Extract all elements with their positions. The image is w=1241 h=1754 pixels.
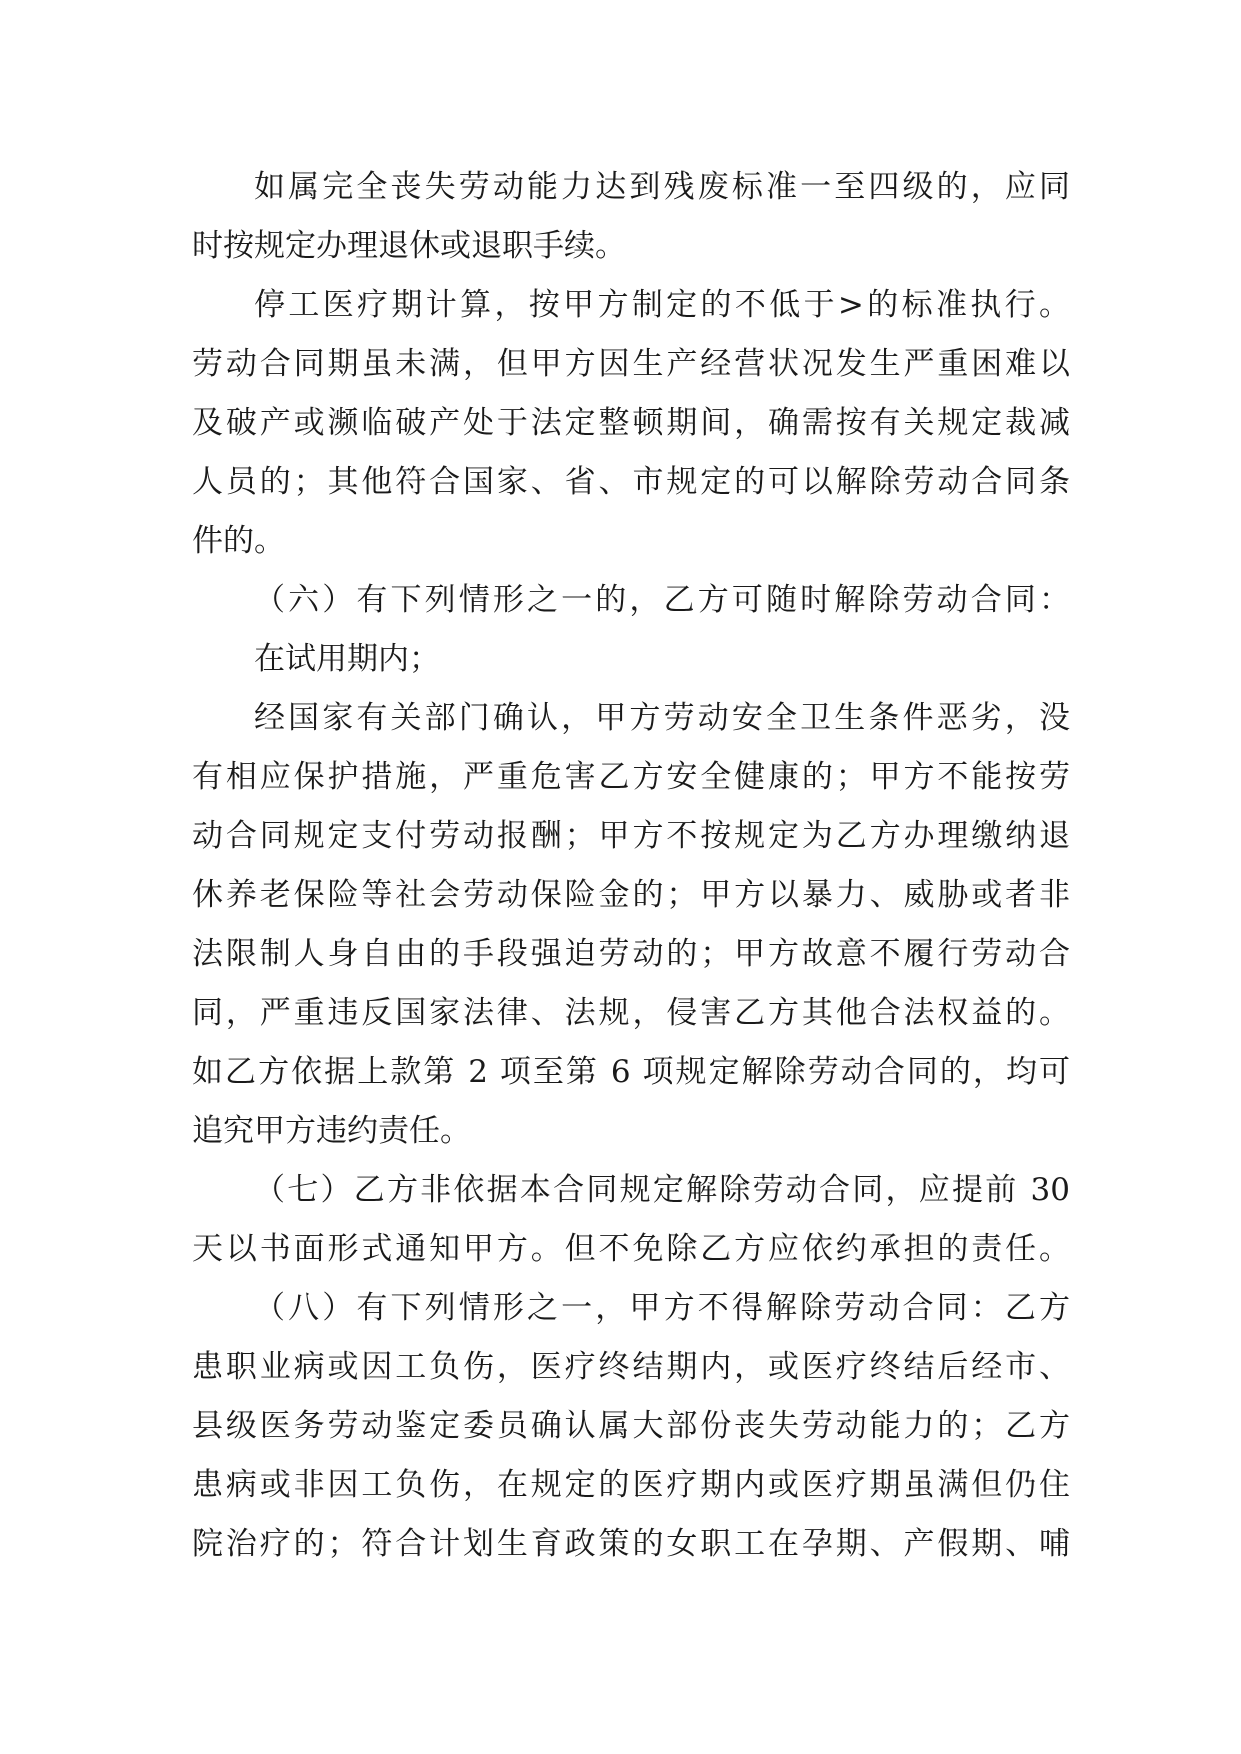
- text-line: 时按规定办理退休或退职手续。: [192, 228, 626, 264]
- text-line: 患职业病或因工负伤，医疗终结期内，或医疗终结后经市、: [192, 1349, 1070, 1385]
- text-line: 劳动合同期虽未满，但甲方因生产经营状况发生严重困难以: [192, 346, 1070, 382]
- text-line: 同，严重违反国家法律、法规，侵害乙方其他合法权益的。: [192, 995, 1070, 1031]
- document-body: [192, 158, 1070, 1574]
- text-line: 有相应保护措施，严重危害乙方安全健康的；甲方不能按劳: [192, 759, 1070, 795]
- text-line: 法限制人身自由的手段强迫劳动的；甲方故意不履行劳动合: [192, 936, 1070, 972]
- text-line: 天以书面形式通知甲方。但不免除乙方应依约承担的责任。: [192, 1231, 1070, 1267]
- text-line: 停工医疗期计算，按甲方制定的不低于>的标准执行。: [254, 287, 1070, 323]
- text-line: 在试用期内；: [254, 641, 440, 677]
- text-line: 追究甲方违约责任。: [192, 1113, 471, 1149]
- text-line: 动合同规定支付劳动报酬；甲方不按规定为乙方办理缴纳退: [192, 818, 1070, 854]
- text-line: 人员的；其他符合国家、省、市规定的可以解除劳动合同条: [192, 464, 1070, 500]
- text-line: 如属完全丧失劳动能力达到残废标准一至四级的，应同: [254, 169, 1070, 205]
- text-line: 件的。: [192, 523, 285, 559]
- text-line: 经国家有关部门确认，甲方劳动安全卫生条件恶劣，没: [254, 700, 1070, 736]
- text-line: 如乙方依据上款第 2 项至第 6 项规定解除劳动合同的，均可: [192, 1054, 1070, 1090]
- text-line: 县级医务劳动鉴定委员确认属大部份丧失劳动能力的；乙方: [192, 1408, 1070, 1444]
- text-line: （八）有下列情形之一，甲方不得解除劳动合同：乙方: [254, 1290, 1070, 1326]
- text-line: （七）乙方非依据本合同规定解除劳动合同，应提前 30: [254, 1172, 1070, 1208]
- text-line: 及破产或濒临破产处于法定整顿期间，确需按有关规定裁减: [192, 405, 1070, 441]
- text-line: 休养老保险等社会劳动保险金的；甲方以暴力、威胁或者非: [192, 877, 1070, 913]
- text-line: 院治疗的；符合计划生育政策的女职工在孕期、产假期、哺: [192, 1526, 1070, 1562]
- text-line: （六）有下列情形之一的，乙方可随时解除劳动合同：: [254, 582, 1070, 618]
- text-line: 患病或非因工负伤，在规定的医疗期内或医疗期虽满但仍住: [192, 1467, 1070, 1503]
